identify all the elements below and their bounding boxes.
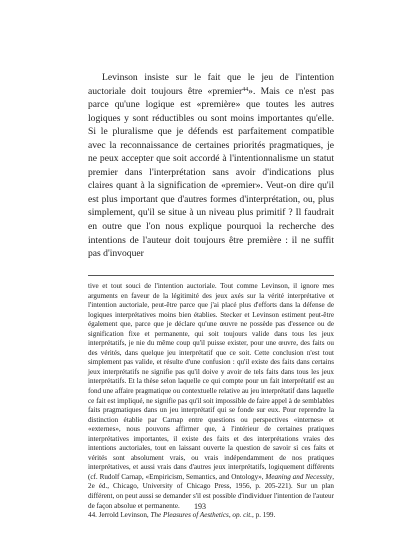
main-text [88, 71, 334, 261]
footnote-44-separator: , [228, 511, 233, 520]
footnote-44-op-cit: op. cit. [232, 511, 253, 520]
footnotes [88, 282, 334, 521]
main-text-start: Levinson insiste sur le fait que le jeu de l'intention auctoriale doit toujours être «premier [88, 72, 334, 97]
footnote-44 [88, 511, 334, 521]
footnote-44-page: , p. 199. [252, 511, 276, 520]
cited-book-title: Meaning and Necessity [265, 472, 333, 481]
footnote-reference-44: 44 [242, 86, 249, 93]
footnote-continued-end: , 2e éd., Chicago, University of Chicago Press, 1956, p. 205-221). Sur un plan différent, on peut aussi se demander s'il est possible d'individuer l'intention de l'auteur de façon absolue et permanente. [88, 472, 334, 510]
main-text-continuation: ». Mais ce n'est pas parce qu'une logique est «première» que toutes les autres logiques y sont réductibles ou sont moins importantes qu'elle. Si le pluralisme que je défends est parfaitement compatible avec la reconnaissance de certaines priorités pragmatiques, je ne peux accepter que soit accordé à l'intentionnalisme un statut premier dans l'interprétation sans avoir d'indications plus claires quant à la signification de «premier». Veut-on dire qu'il est plus important que d'autres formes d'interprétation, ou, plus simplement, qu'il se situe à un niveau plus primitif ? Il faudrait en outre que l'on nous explique pourquoi la recherche des intentions de l'auteur doit toujours être première : il ne suffit pas d'invoquer [88, 85, 334, 260]
footnote-continued-text: tive et tout souci de l'intention auctoriale. Tout comme Levinson, il ignore mes arguments en faveur de la légitimité des jeux axés sur la vérité interprétative et l'intention auctoriale, peut-être parce que j'ai placé plus d'efforts dans la défense de logiques interprétatives moins bien établies. Stecker et Levinson estiment peut-être également que, parce que je déclare qu'une œuvre ne possède pas d'essence ou de signification fixe et permanente, qui soit toujours valide dans tous les jeux interprétatifs, je nie du même coup qu'il puisse exister, pour une œuvre, des faits ou des vérités, dans quelque jeu interprétatif que ce soit. Cette conclusion n'est tout simplement pas valide, et résulte d'une confusion : qu'il existe des faits dans certains jeux interprétatifs ne signifie pas qu'il doive y avoir de tels faits dans tous les jeux interprétatifs. Et la thèse selon laquelle ce qui compte pour un fait interprétatif est au fond une affaire pragmatique ou contextuelle relative au jeu interprétatif dans laquelle ce fait est impliqué, ne signifie pas qu'il soit impossible de faire appel à de semblables faits pragmatiques dans un jeu interprétatif qui se fonde sur eux. Pour reprendre la distinction établie par Carnap entre questions ou perspectives «internes» et «externes», nous pouvons affirmer que, à l'intérieur de certaines pratiques interprétatives importantes, il existe des faits et des interprétations vraies des intentions auctoriales, tout en laissant ouverte la question de savoir si ces faits et vérités sont absolument vrais, ou vrais indépendamment de nos pratiques interprétatives, et aussi vrais dans d'autres jeux interprétatifs, logiquement différents (cf. Rudolf Carnap, «Empiricism, Semantics, and Ontology», [88, 282, 334, 481]
footnote-44-author: 44. Jerrold Levinson, [88, 511, 151, 520]
main-paragraph [88, 71, 334, 261]
footnote-44-title: The Pleasures of Aesthetics [150, 511, 229, 520]
page-number: 193 [194, 502, 206, 511]
footnote-separator [88, 275, 334, 276]
footnote-continued [88, 282, 334, 511]
